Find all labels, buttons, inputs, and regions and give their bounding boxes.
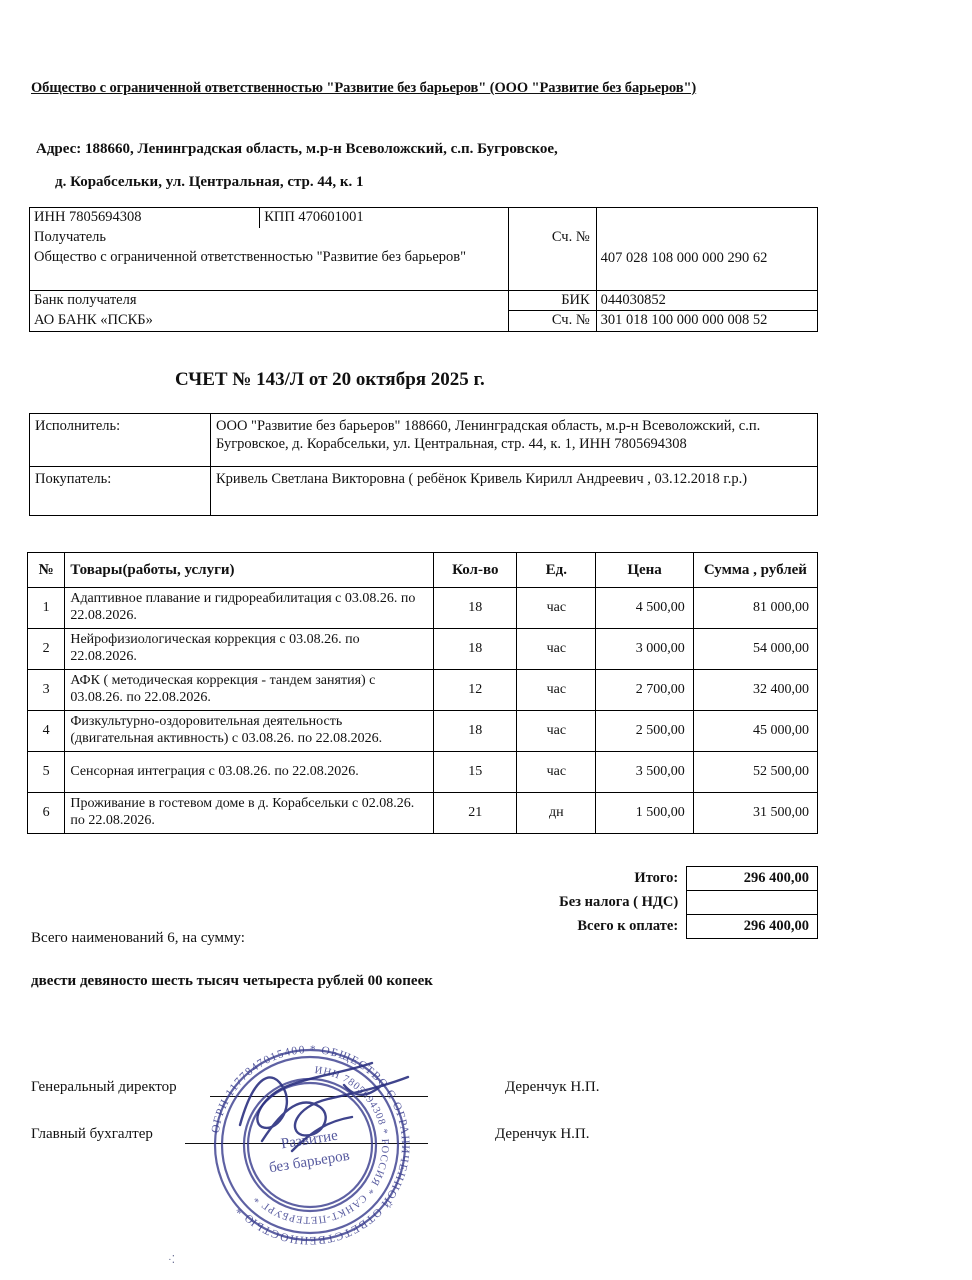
header-price: Цена [596, 553, 693, 588]
row-name: Адаптивное плавание и гидрореабилитация с 03.08.26. по 22.08.2026. [65, 588, 434, 629]
table-row [28, 670, 818, 711]
account-label: Сч. № [508, 228, 596, 291]
invoice-heading: СЧЕТ № 143/Л от 20 октября 2025 г. [175, 369, 485, 390]
row-price: 3 000,00 [596, 629, 693, 670]
svg-text:без барьеров: без барьеров [267, 1147, 351, 1177]
receiver-label: Получатель [30, 228, 509, 248]
row-price: 2 700,00 [596, 670, 693, 711]
bank-name: АО БАНК «ПСКБ» [30, 311, 509, 332]
row-unit: час [517, 711, 596, 752]
total-row [27, 867, 818, 891]
table-row [28, 588, 818, 629]
row-name: Нейрофизиологическая коррекция с 03.08.26. по 22.08.2026. [65, 629, 434, 670]
accountant-name: Деренчук Н.П. [495, 1126, 590, 1142]
svg-text:ОГРН 1177847015400 * ОБЩЕСТВО: ОГРН 1177847015400 * ОБЩЕСТВО С ОГРАНИЧЕННОЙ ОТВЕТСТВЕННОСТЬЮ * [209, 1043, 412, 1247]
executor-label: Исполнитель: [30, 414, 211, 467]
handwritten-signature [232, 1055, 422, 1165]
svg-text:Развитие: Развитие [279, 1127, 339, 1153]
bik-label: БИК [508, 290, 596, 311]
table-row [28, 629, 818, 670]
row-unit: час [517, 588, 596, 629]
row-num: 6 [28, 793, 65, 834]
row-name: АФК ( методическая коррекция - тандем занятия) с 03.08.26. по 22.08.2026. [65, 670, 434, 711]
row-sum: 32 400,00 [693, 670, 817, 711]
vat-row [27, 891, 818, 915]
row-num: 5 [28, 752, 65, 793]
row-qty: 12 [434, 670, 517, 711]
req-spacer-a [508, 208, 596, 228]
row-sum: 45 000,00 [693, 711, 817, 752]
director-label: Генеральный директор [31, 1079, 177, 1095]
accountant-label: Главный бухгалтер [31, 1126, 153, 1142]
row-qty: 18 [434, 629, 517, 670]
row-sum: 52 500,00 [693, 752, 817, 793]
row-name: Физкультурно-оздоровительная деятельность (двигательная активность) с 03.08.26. по 22.08.2026. [65, 711, 434, 752]
row-price: 2 500,00 [596, 711, 693, 752]
goods-table-header-row [28, 553, 818, 588]
vat-value [687, 891, 818, 915]
table-row [28, 793, 818, 834]
goods-table [27, 552, 818, 834]
account-number: 407 028 108 000 000 290 62 [596, 228, 817, 291]
buyer-value: Кривель Светлана Викторовна ( ребёнок Кривель Кирилл Андреевич , 03.12.2018 г.р.) [211, 467, 818, 516]
company-stamp-icon [205, 1040, 415, 1250]
row-unit: час [517, 629, 596, 670]
row-name: Сенсорная интеграция с 03.08.26. по 22.08.2026. [65, 752, 434, 793]
row-price: 3 500,00 [596, 752, 693, 793]
corr-account-value: 301 018 100 000 000 008 52 [596, 311, 817, 332]
receiver-name: Общество с ограниченной ответственностью "Развитие без барьеров" [30, 248, 509, 291]
page-speck: ·⁚ [168, 1254, 176, 1266]
row-num: 3 [28, 670, 65, 711]
parties-table [29, 413, 818, 516]
amount-in-words: двести девяносто шесть тысяч четыреста рублей 00 копеек [31, 973, 433, 989]
bank-requisites-table [29, 207, 818, 332]
total-value: 296 400,00 [687, 867, 818, 891]
header-unit: Ед. [517, 553, 596, 588]
row-num: 4 [28, 711, 65, 752]
row-num: 1 [28, 588, 65, 629]
inn-cell: ИНН 7805694308 [30, 208, 260, 228]
totals-table [27, 866, 818, 939]
kpp-cell: КПП 470601001 [260, 208, 508, 228]
header-sum: Сумма , рублей [693, 553, 817, 588]
corr-account-label: Сч. № [508, 311, 596, 332]
row-unit: час [517, 670, 596, 711]
row-unit: час [517, 752, 596, 793]
header-name: Товары(работы, услуги) [65, 553, 434, 588]
svg-text:ИНН 7805694308 * РОССИЯ * САНК: ИНН 7805694308 * РОССИЯ * САНКТ-ПЕТЕРБУРГ * [251, 1065, 391, 1226]
buyer-label: Покупатель: [30, 467, 211, 516]
row-qty: 21 [434, 793, 517, 834]
row-qty: 15 [434, 752, 517, 793]
row-name: Проживание в гостевом доме в д. Корабсельки с 02.08.26. по 22.08.2026. [65, 793, 434, 834]
row-price: 4 500,00 [596, 588, 693, 629]
req-spacer-b [596, 208, 817, 228]
row-sum: 81 000,00 [693, 588, 817, 629]
organization-address-line-1: Адрес: 188660, Ленинградская область, м.р-н Всеволожский, с.п. Бугровское, [36, 141, 558, 157]
vat-label: Без налога ( НДС) [559, 894, 679, 910]
row-price: 1 500,00 [596, 793, 693, 834]
bank-label: Банк получателя [30, 290, 509, 311]
grand-total-label: Всего к оплате: [577, 918, 679, 934]
items-count-line: Всего наименований 6, на сумму: [31, 930, 245, 946]
bik-value: 044030852 [596, 290, 817, 311]
row-qty: 18 [434, 711, 517, 752]
row-sum: 31 500,00 [693, 793, 817, 834]
table-row [28, 752, 818, 793]
total-label: Итого: [634, 870, 679, 886]
row-unit: дн [517, 793, 596, 834]
table-row [28, 711, 818, 752]
header-qty: Кол-во [434, 553, 517, 588]
accountant-signature-line [185, 1143, 428, 1144]
row-qty: 18 [434, 588, 517, 629]
executor-value: ООО "Развитие без барьеров" 188660, Ленинградская область, м.р-н Всеволожский, с.п. Бугровское, д. Корабсельки, ул. Центральная, стр. 44, к. 1, ИНН 7805694308 [211, 414, 818, 467]
organization-title: Общество с ограниченной ответственностью "Развитие без барьеров" (ООО "Развитие без барьеров") [31, 80, 697, 96]
row-num: 2 [28, 629, 65, 670]
director-signature-line [210, 1096, 428, 1097]
header-num: № [28, 553, 65, 588]
organization-address-line-2: д. Корабсельки, ул. Центральная, стр. 44, к. 1 [55, 174, 364, 190]
row-sum: 54 000,00 [693, 629, 817, 670]
grand-total-value: 296 400,00 [687, 915, 818, 939]
director-name: Деренчук Н.П. [505, 1079, 600, 1095]
